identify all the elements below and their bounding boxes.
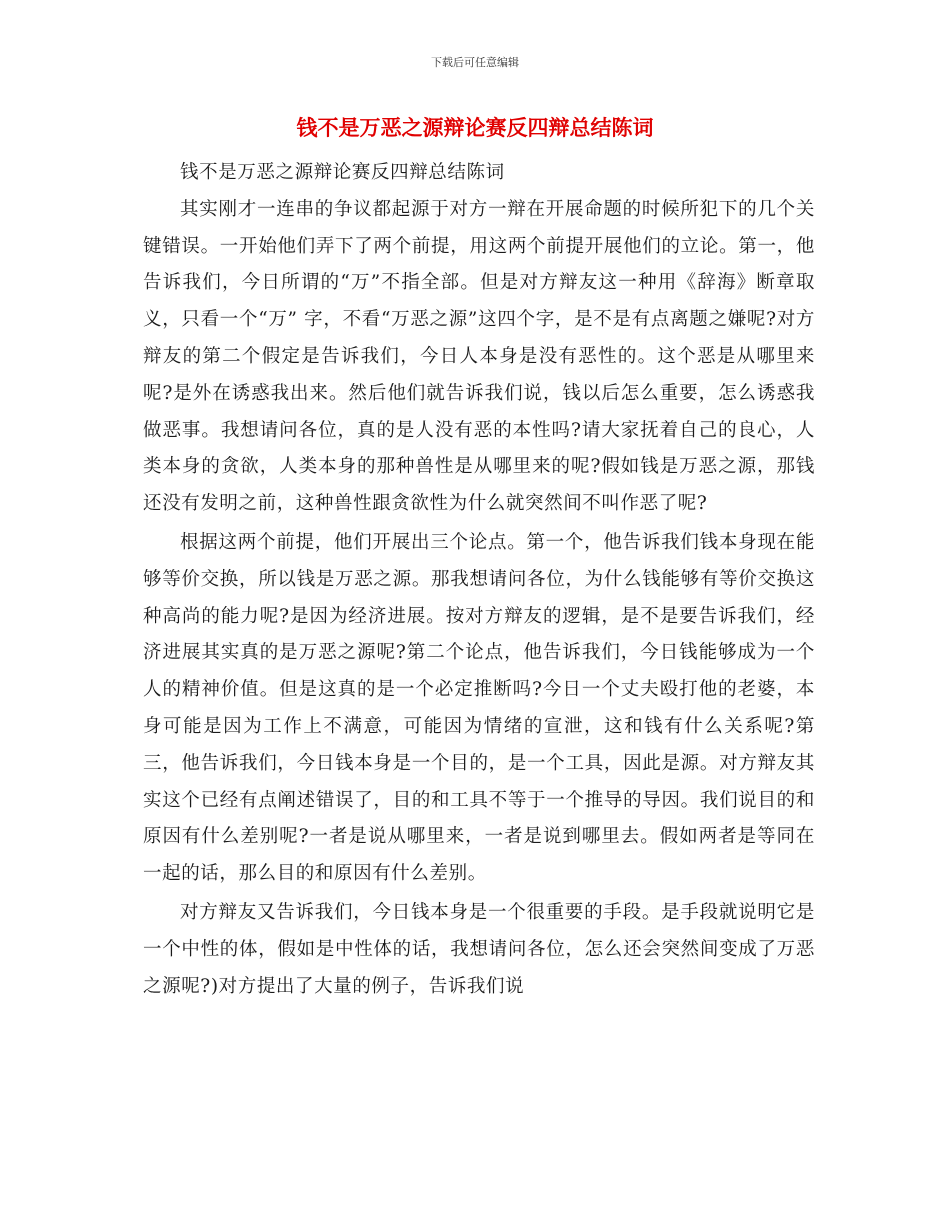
- subtitle-paragraph: 钱不是万恶之源辩论赛反四辩总结陈词: [180, 162, 505, 183]
- body-paragraph-3: 对方辩友又告诉我们，今日钱本身是一个很重要的手段。是手段就说明它是一个中性的体，假如是中性体的话，我想请问各位，怎么还会突然间变成了万恶之源呢?)对方提出了大量的例子，告诉我们说: [143, 901, 815, 997]
- body-paragraph-2: 根据这两个前提，他们开展出三个论点。第一个，他告诉我们钱本身现在能够等价交换，所以钱是万恶之源。那我想请问各位，为什么钱能够有等价交换这种高尚的能力呢?是因为经济进展。按对方辩友的逻辑，是不是要告诉我们，经济进展其实真的是万恶之源呢?第二个论点，他告诉我们，今日钱能够成为一个人的精神价值。但是这真的是一个必定推断吗?今日一个丈夫殴打他的老婆，本身可能是因为工作上不满意，可能因为情绪的宣泄，这和钱有什么关系呢?第三，他告诉我们，今日钱本身是一个目的，是一个工具，因此是源。对方辩友其实这个已经有点阐述错误了，目的和工具不等于一个推导的导因。我们说目的和原因有什么差别呢?一者是说从哪里来，一者是说到哪里去。假如两者是等同在一起的话，那么目的和原因有什么差别。: [143, 531, 815, 885]
- header-note: 下载后可任意编辑: [431, 56, 519, 69]
- document-title: 钱不是万恶之源辩论赛反四辩总结陈词: [296, 116, 654, 140]
- body-paragraph-1: 其实刚才一连串的争议都起源于对方一辩在开展命题的时候所犯下的几个关键错误。一开始他们弄下了两个前提，用这两个前提开展他们的立论。第一，他告诉我们，今日所谓的“万”不指全部。但是对方辩友这一种用《辞海》断章取义，只看一个“万” 字，不看“万恶之源”这四个字，是不是有点离题之嫌呢?对方辩友的第二个假定是告诉我们，今日人本身是没有恶性的。这个恶是从哪里来呢?是外在诱惑我出来。然后他们就告诉我们说，钱以后怎么重要，怎么诱惑我做恶事。我想请问各位，真的是人没有恶的本性吗?请大家抚着自己的良心，人类本身的贪欲，人类本身的那种兽性是从哪里来的呢?假如钱是万恶之源，那钱还没有发明之前，这种兽性跟贪欲性为什么就突然间不叫作恶了呢?: [143, 198, 815, 515]
- document-body: [143, 155, 815, 1005]
